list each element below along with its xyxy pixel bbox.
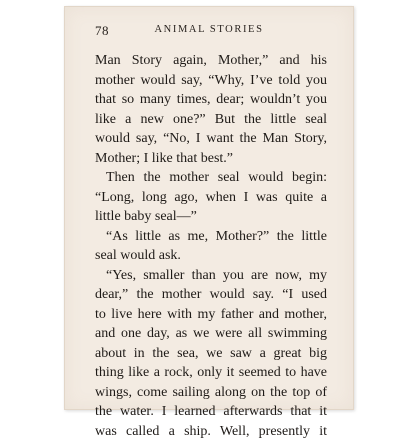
- text-line: wings, come sailing along on the top of: [95, 383, 327, 403]
- text-line: Mother; I like that best.”: [95, 149, 327, 169]
- page-header: [65, 23, 353, 39]
- text-line: was called a ship. Well, presently it: [95, 422, 327, 441]
- text-line: like a new one?” But the little seal: [95, 110, 327, 130]
- text-line: Man Story again, Mother,” and his: [95, 51, 327, 71]
- text-line: Then the mother seal would begin:: [95, 168, 327, 188]
- text-line: little baby seal—”: [95, 207, 327, 227]
- text-line: the water. I learned afterwards that it: [95, 402, 327, 422]
- text-line: mother would say, “Why, I’ve told you: [95, 71, 327, 91]
- text-line: and one day, as we were all swimming: [95, 324, 327, 344]
- page-number: 78: [95, 23, 109, 39]
- text-line: about in the sea, we saw a great big: [95, 344, 327, 364]
- page-body-text: [95, 51, 327, 441]
- text-line: “Long, long ago, when I was quite a: [95, 188, 327, 208]
- text-line: “As little as me, Mother?” the little: [95, 227, 327, 247]
- text-line: thing like a rock, only it seemed to have: [95, 363, 327, 383]
- text-line: “Yes, smaller than you are now, my: [95, 266, 327, 286]
- book-page: [64, 6, 354, 410]
- text-line: dear,” the mother would say. “I used: [95, 285, 327, 305]
- text-line: that so many times, dear; wouldn’t you: [95, 90, 327, 110]
- text-line: seal would ask.: [95, 246, 327, 266]
- text-line: to live here with my father and mother,: [95, 305, 327, 325]
- text-line: would say, “No, I want the Man Story,: [95, 129, 327, 149]
- running-head: ANIMAL STORIES: [65, 24, 353, 35]
